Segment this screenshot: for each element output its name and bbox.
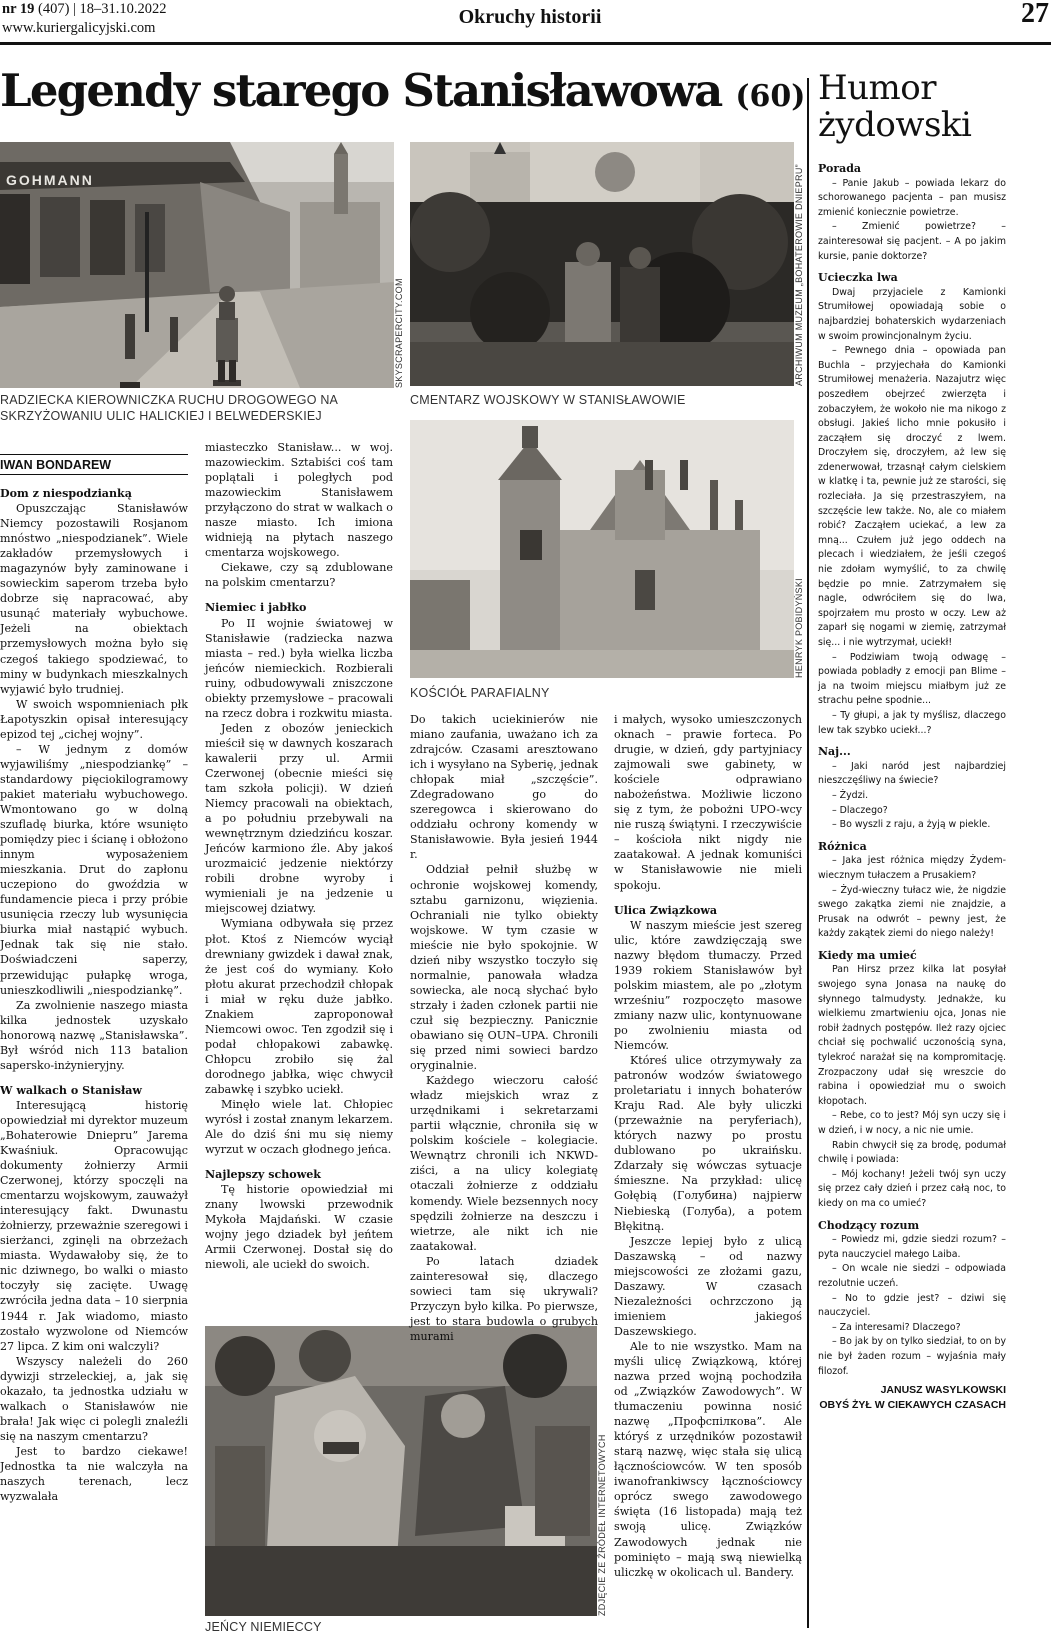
page-number: 27	[1021, 0, 1049, 29]
paragraph: Ale to nie wszystko. Mam na myśli ulicę Związkową, której nazwa przed wojną pochodziła od „Związków Zawodowych”. W tłumaczeniu powinna nosić nazwę „Профспілкова”. Ale któryś z urzędników pozostawił starą nazwę, więc stała się ulicą łącznościowców. W ten sposób iwanofrankiwscy łącznościowcy oprócz swego zawodowego święta (16 listopada) mają też swoją ulicę. Związków Zawodowych jednak nie pominięto – mają swą niewielką uliczkę w okolicach ul. Bandery.	[614, 1339, 802, 1579]
paragraph: – Żyd-wieczny tułacz wie, że nigdzie swego zakątka ziemi nie znajdzie, a Prusak na odwrót – pewny jest, że każdy zakątek ziemi do niego należy!	[818, 884, 1006, 940]
paragraph: – On wcale nie siedzi – odpowiada rezolutnie uczeń.	[818, 1263, 1006, 1289]
photo-caption-4: JEŃCY NIEMIECCY	[205, 1620, 322, 1634]
paragraph: – Panie Jakub – powiada lekarz do schorowanego pacjenta – pan musisz zmienić koniecznie powietrze.	[818, 177, 1006, 218]
paragraph: – No to gdzie jest? – dziwi się nauczyciel.	[818, 1292, 1006, 1319]
humor-title: Humor żydowski	[818, 68, 972, 145]
paragraph: – Bo jak by on tylko siedział, to on by nie był żaden rozum – wyjaśnia mały filozof.	[818, 1336, 1007, 1377]
subheading: Naj...	[818, 745, 851, 759]
paragraph: Któreś ulice otrzymywały za patronów wodzów światowego proletariatu i innych bohaterów Kraju Rad. Ale były uliczki (przeważnie na peryferiach), których nazwy po prostu dublowano po ukraińsku. Zdarzały się wówczas sytuacje śmieszne. Na przykład: ulicę Gołębią (Голубина) najpierw Niebieską (Голуба), a potem Błękitną.	[614, 1054, 802, 1233]
paragraph: – Jaki naród jest najbardziej nieszczęśliwy na świecie?	[818, 760, 1006, 787]
humor-column	[818, 162, 1006, 1624]
issue-info	[2, 0, 332, 38]
subheading: Ulica Związkowa	[614, 903, 718, 917]
article-headline	[0, 64, 840, 117]
photo-credit-1: SKYSCRAPERCITY.COM	[394, 278, 404, 388]
paragraph: Jeszcze lepiej było z ulicą Daszawską – od nazwy miejscowości ze złożami gazu, Daszawy. W czasach Niezależności ochrzczono ją imieniem jakiegoś Daszewskiego.	[614, 1234, 802, 1338]
photo-parish-church	[410, 420, 794, 678]
subheading: Najlepszy schowek	[205, 1168, 321, 1182]
photo-credit-3: HENRYK POBIDYŃSKI	[794, 578, 804, 678]
paragraph: – Ty głupi, a jak ty myślisz, dlaczego lew tak szybko uciekł...?	[818, 709, 1006, 736]
photo-traffic-controller	[0, 142, 394, 388]
subheading: Ucieczka lwa	[818, 271, 898, 285]
subheading: Chodzący rozum	[818, 1218, 920, 1232]
subheading: Kiedy ma umieć	[818, 948, 917, 962]
humor-signature: JANUSZ WASYLKOWSKI	[880, 1384, 1006, 1397]
paragraph: miasteczko Stanisław... w woj. mazowieckim. Sztabiści coś tam poplątali i poległych pod mazowieckim Stanisławem przyłączono do strat w walkach o nasze miasto. Ich imiona widnieją na płytach naszego cmentarza wojskowego.	[205, 441, 393, 560]
paragraph: Każdego wieczoru całość władz miejskich wraz z urzędnikami i sekretarzami partii włącznie, chroniła się w polskim kościele – kolegiacie. Wewnątrz chronili ich NKWD-ziści, a na ulicy kolegiatę otaczali żołnierze z oddziału komendy. Wiele bezsennych nocy spędzili żołnierze na deszczu i wietrze, ale nikt ich nie zaatakował.	[410, 1074, 598, 1253]
photo-german-prisoners	[205, 1326, 597, 1616]
photo-sign-text: GOHMANN	[6, 172, 94, 188]
paragraph: – Mój kochany! Jeżeli twój syn uczy się przez cały dzień i przez całą noc, to kiedy on ma co umieć?	[818, 1168, 1006, 1209]
article-column-2	[205, 440, 393, 1322]
paragraph: – Rebe, co to jest? Mój syn uczy się i w dzień, i w nocy, a nic nie umie.	[818, 1110, 1006, 1136]
subheading: Dom z niespodzianką	[0, 487, 132, 500]
photo-military-cemetery	[410, 142, 794, 386]
paragraph: Za zwolnienie naszego miasta kilka jednostek uzyskało honorową nazwę „Stanisławska”. Był wśród nich 113 batalion sapersko-inżynieryjny.	[0, 998, 188, 1072]
paragraph: – Za interesami? Dlaczego?	[832, 1321, 961, 1333]
paragraph: – Podziwiam twoją odwagę – powiada pobladły z emocji pan Blime – ja na twoim miejscu miałbym już ze strachu pełne spodnie...	[818, 651, 1006, 707]
photo-credit-2: ARCHIWUM MUZEUM „BOHATEROWIE DNIEPRU”	[794, 164, 804, 386]
article-column-4	[614, 712, 802, 1634]
photo-german-prisoners-image	[205, 1326, 597, 1616]
paragraph: i małych, wysoko umieszczonych oknach – prawie forteca. Po drugie, w dzień, gdy partyjniacy zajmowali swe gabinety, w kościele odprawiano nabożeństwa. Możliwie liczono się z tym, że pobożni UPO-wcy nie ruszą świątyni. I rzeczywiście – kościoła nikt nigdy nie zaatakował. A jednak komuniści w Stanisławowie nie mieli spokoju.	[614, 713, 802, 892]
issue-number: nr 19	[2, 1, 35, 17]
paragraph: – Bo wyszli z raju, a żyją w piekle.	[832, 819, 991, 831]
paragraph: Dwaj przyjaciele z Kamionki Strumiłowej opowiadają sobie o najbardziej bohaterskich wydarzeniach w swoim prowincjonalnym życiu.	[818, 286, 1006, 342]
paragraph: Pan Hirsz przez kilka lat posyłał swojego syna Jonasa na naukę do słynnego talmudysty. Jednakże, ku wielkiemu zmartwieniu ojca, Jonas nie robił żadnych postępów. Ileż razy ojciec chciał się pochwalić uczonością syna, tylekroć narażał się na kompromitację. Zrozpaczony udał się wreszcie do rabina i opowiedział mu o swoich kłopotach.	[818, 964, 1006, 1107]
photo-military-cemetery-image	[410, 142, 794, 386]
photo-caption-3: KOŚCIÓŁ PARAFIALNY	[410, 686, 550, 700]
subheading: Porada	[818, 162, 862, 175]
paragraph: – Powiedz mi, gdzie siedzi rozum? – pyta nauczyciel małego Laiba.	[818, 1234, 1006, 1260]
section-title: Okruchy historii	[458, 6, 602, 28]
paragraph: Po II wojnie światowej w Stanisławie (radziecka nazwa miasta – red.) była wielka liczba jeńców niemieckich. Rozbierali ruiny, odbudowywali zniszczone obiekty przemysłowe – pracowali na rzecz dobra i rozkwitu miasta.	[205, 616, 393, 720]
article-title: Legendy starego Stanisławowa	[0, 64, 722, 117]
paragraph: Do takich uciekinierów nie miano zaufania, uważano ich za zdrajców. Czasami aresztowano ich i wysyłano na Syberię, jednak chłopak miał „szczęście”. Zdegradowano go do szeregowca i skierowano do oddziału ochrony komendy w Stanisławowie. Była jesień 1944 r.	[410, 713, 598, 862]
paragraph: Oddział pełnił służbę w ochronie wojskowej komendy, sztabu garnizonu, więzienia. Ochraniali nie tylko obiekty wojskowe. W tym czasie w mieście nie było spokojnie. W dzień niby wszystko toczyło się normalnie, panowała władza sowiecka, ale nocą słychać było strzały i żaden członek partii nie czuł się bezpieczny. Panicznie obawiano się OUN–UPA. Chronili się przed nimi sowieci bardzo oryginalnie.	[410, 863, 598, 1073]
photo-parish-church-image	[410, 420, 794, 678]
paragraph: – Żydzi.	[832, 789, 869, 801]
paragraph: W naszym mieście jest szereg ulic, które zawdzięczają swe nazwy błędom tłumaczy. Przed 1939 rokiem Stanisławów był polskim miastem, ale po „złotym wrześniu” rozpoczęto masowe zmiany nazw ulic, kontynuowane po zwolnieniu miasta od Niemców.	[614, 918, 802, 1052]
photo-caption-2: CMENTARZ WOJSKOWY W STANISŁAWOWIE	[410, 393, 686, 407]
article-part: (60)	[735, 79, 806, 114]
photo-caption-1: RADZIECKA KIEROWNICZKA RUCHU DROGOWEGO NA SKRZYŻOWANIU ULIC HALICKIEJ I BELWEDERSKIEJ	[0, 393, 338, 423]
paragraph: Opuszczając Stanisławów Niemcy pozostawili Rosjanom mnóstwo „niespodzianek”. Wiele zakładów przemysłowych i magazynów były zaminowane i sowieckim saperom trzeba było dobrze się napracować, aby usunąć materiały wybuchowe. Jeżeli na obiektach przemysłowych można było się czegoś takiego spodziewać, to miny w budynkach mieszkalnych wyjawić było trudniej.	[0, 502, 188, 696]
paragraph: Minęło wiele lat. Chłopiec wyrósł i został znanym lekarzem. Ale do dziś śni mu się niemy wyrzut w oczach głodnego jeńca.	[205, 1098, 393, 1157]
subheading: W walkach o Stanisław	[0, 1083, 142, 1097]
paragraph: Interesującą historię opowiedział mi dyrektor muzeum „Bohaterowie Dniepru” Jarema Kwaśniuk. Opracowując dokumenty żołnierzy Armii Czerwonej, którzy spoczęli na cmentarzu wojskowym, zauważył interesujący fakt. Dwunastu żołnierzy, przeważnie szeregowi i sierżanci, zginęli na obrzeżach miasta. Wydawałoby się, że to nic dziwnego, bo walki o miasto toczyły się zacięte. Uwagę zwróciła jedna data – 10 sierpnia 1944 r. Jak wiadomo, miasto zostało wyzwolone od Niemców 27 lipca. Z kim oni walczyli?	[0, 1098, 188, 1353]
website-link[interactable]: www.kuriergalicyjski.com	[2, 20, 156, 36]
paragraph: Wymiana odbywała się przez płot. Ktoś z Niemców wyciął drewniany gwizdek i dawał znak, że jest coś do wymiany. Koło płotu akurat przechodził chłopak i miał w ręku duże jabłko. Znakiem zaproponował Niemcowi owoc. Ten zgodził się i podał chłopakowi zabawkę. Chłopcu zrobiło się żal dorodnego jabłka, więc chwycił zabawkę i szybko uciekł.	[205, 917, 393, 1096]
paragraph: – Zmienić powietrze? – zainteresował się pacjent. – A po jakim kursie, panie doktorze?	[818, 221, 1006, 262]
paragraph: Wszyscy należeli do 260 dywizji strzeleckiej, a, jak się okazało, ta jednostka udziału w walkach o Stanisławów nie brała! Jak więc ci polegli znaleźli się na naszym cmentarzu?	[0, 1354, 188, 1443]
photo-credit-4: ZDJĘCIE ZE ŹRÓDEŁ INTERNETOWYCH	[597, 1434, 607, 1616]
humor-signature: OBYŚ ŻYŁ W CIEKAWYCH CZASACH	[819, 1398, 1006, 1411]
sidebar-divider	[807, 78, 809, 1628]
paragraph: Tę historie opowiedział mi znany lwowski przewodnik Mykoła Majdański. W czasie wojny jego dziadek był jeńtem Armii Czerwonej. Dostał się do niewoli, ale uciekł do swoich.	[205, 1183, 393, 1272]
article-column-3	[410, 712, 598, 1343]
paragraph: – Jaka jest różnica między Żydem-wiecznym tułaczem a Prusakiem?	[818, 855, 1006, 881]
issue-dates: (407) | 18–31.10.2022	[34, 1, 167, 17]
paragraph: Ciekawe, czy są zdublowane na polskim cmentarzu?	[205, 561, 393, 590]
header-rule	[0, 42, 1051, 45]
subheading: Różnica	[818, 839, 867, 853]
paragraph: Po latach dziadek zainteresował się, dlaczego sowieci tam się ukrywali? Przyczyn było kilka. Po pierwsze, jest to stara budowla o grubych murami	[410, 1254, 598, 1343]
paragraph: – Pewnego dnia – opowiada pan Buchla – przyjechała do Kamionki Strumiłowej menażeria. Nazajutrz więc poszedłem obejrzeć zwierzęta i zobaczyłem, że wokoło nie ma nikogo z obsługi. Jakieś licho mnie pokusiło i zacząłem się droczyć z lwem. Droczyłem się, droczyłem, aż lew się zdenerwował, trzasnął całym cielskiem w klatkę i ta, pewnie już ze starości, się rozleciała. Ja się przestraszyłem, na szczęście lew także. No, ale co miałem robić? Zacząłem uciekać, a lew za mną... Czułem już jego oddech na plecach i wiedziałem, że jeśli czegoś nie zdołam wymyślić, to za chwilę będzie po mnie. Zatrzymałem się nagle, odwróciłem się do lwa, spojrzałem mu prosto w oczy. Lew aż zaparł się nogami w ziemię, zatrzymał się... i nie wytrzymał, uciekł!	[818, 345, 1006, 648]
subheading: Niemiec i jabłko	[205, 601, 307, 615]
paragraph: – Dlaczego?	[832, 804, 888, 816]
article-author: IWAN BONDAREW	[0, 454, 188, 475]
paragraph: Jest to bardzo ciekawe! Jednostka ta nie walczyła na naszych terenach, lecz wyzwalała	[0, 1444, 188, 1504]
paragraph: – W jednym z domów wyjawiliśmy „niespodziankę” – standardowy pięciokilogramowy pakiet materiału wybuchowego. Wmontowano go w dolną szufladę biurka, które wsunięto pomiędzy piec i ścianę i obłożono innym wyposażeniem mieszkania. Drut do zapłonu uczepiono do gwoździa w fundamencie pieca i przy próbie usunięcia rzeczy lub wysunięcia biurka miał nastąpić wybuch. Jednak tak się nie stało. Doświadczeni saperzy, przewidując pułapkę wroga, unieszkodliwili „niespodziankę”.	[0, 742, 188, 997]
paragraph: W swoich wspomnieniach płk Łapotyszkin opisał interesujący epizod tej „cichej wojny”.	[0, 697, 188, 741]
paragraph: Jeden z obozów jenieckich mieścił się w dawnych koszarach kawalerii przy ul. Armii Czerwonej (obecnie mieści się tam szkoła policji). W dzień Niemcy pracowali na obiektach, a po południu przebywali na wewnętrznym dziedzińcu koszar. Jeńców karmiono źle. Aby jakoś urozmaicić jedzenie niektórzy robili drobne wyroby i wymieniali je na jedzenie u miejscowej dziatwy.	[205, 721, 393, 916]
article-column-1	[0, 486, 188, 1636]
paragraph: Rabin chwycił się za brodę, podumał chwilę i powiada:	[818, 1139, 1006, 1166]
